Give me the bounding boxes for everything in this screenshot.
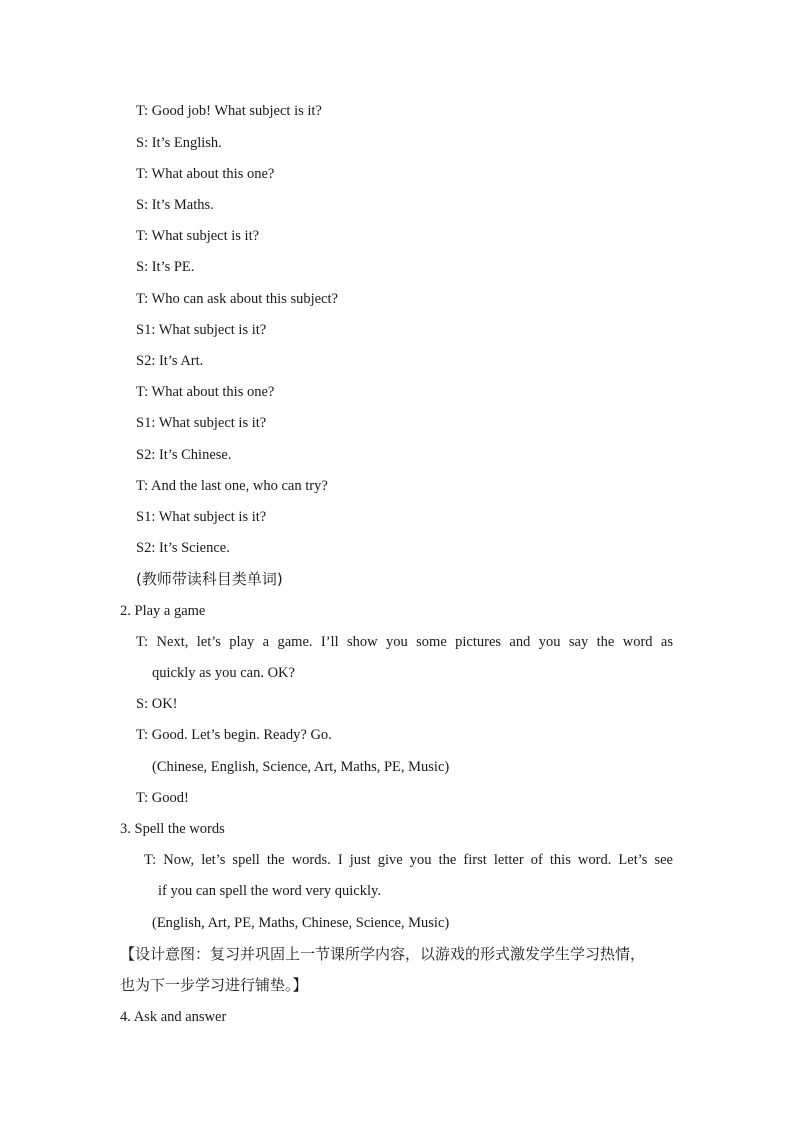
design-intent-line: 【设计意图：复习并巩固上一节课所学内容，以游戏的形式激发学生学习热情， <box>120 945 646 963</box>
dialogue-line: T: Now, let’s spell the words. I just give you the first letter of this word. Let’s see <box>144 852 673 868</box>
word-list: (Chinese, English, Science, Art, Maths, PE, Music) <box>152 759 450 775</box>
dialogue-line: S2: It’s Chinese. <box>136 447 232 463</box>
dialogue-line: S1: What subject is it? <box>136 415 267 431</box>
dialogue-line: T: Next, let’s play a game. I’ll show you some pictures and you say the word as <box>136 634 673 650</box>
dialogue-line: S2: It’s Art. <box>136 353 204 369</box>
dialogue-line: if you can spell the word very quickly. <box>158 883 381 899</box>
dialogue-line: T: Good. Let’s begin. Ready? Go. <box>136 727 332 743</box>
dialogue-line: T: Who can ask about this subject? <box>136 291 338 307</box>
dialogue-line: S2: It’s Science. <box>136 540 230 556</box>
dialogue-line: T: Good! <box>136 790 189 806</box>
dialogue-line: T: What about this one? <box>136 384 275 400</box>
word-list: (English, Art, PE, Maths, Chinese, Science, Music) <box>152 915 450 931</box>
dialogue-line: S1: What subject is it? <box>136 322 267 338</box>
dialogue-line: S: OK! <box>136 696 178 712</box>
section-heading: 3. Spell the words <box>120 821 225 837</box>
section-heading: 2. Play a game <box>120 603 206 619</box>
dialogue-line: T: And the last one, who can try? <box>136 478 328 494</box>
dialogue-line: T: Good job! What subject is it? <box>136 103 322 119</box>
dialogue-line: T: What subject is it? <box>136 228 260 244</box>
dialogue-line: T: What about this one? <box>136 166 275 182</box>
teacher-note: (教师带读科目类单词) <box>136 570 283 588</box>
design-intent-line: 也为下一步学习进行铺垫。】 <box>120 976 308 994</box>
section-heading: 4. Ask and answer <box>120 1009 227 1025</box>
dialogue-line: quickly as you can. OK? <box>152 665 295 681</box>
dialogue-line: S1: What subject is it? <box>136 509 267 525</box>
dialogue-line: S: It’s Maths. <box>136 197 214 213</box>
dialogue-line: S: It’s English. <box>136 135 222 151</box>
dialogue-line: S: It’s PE. <box>136 259 195 275</box>
